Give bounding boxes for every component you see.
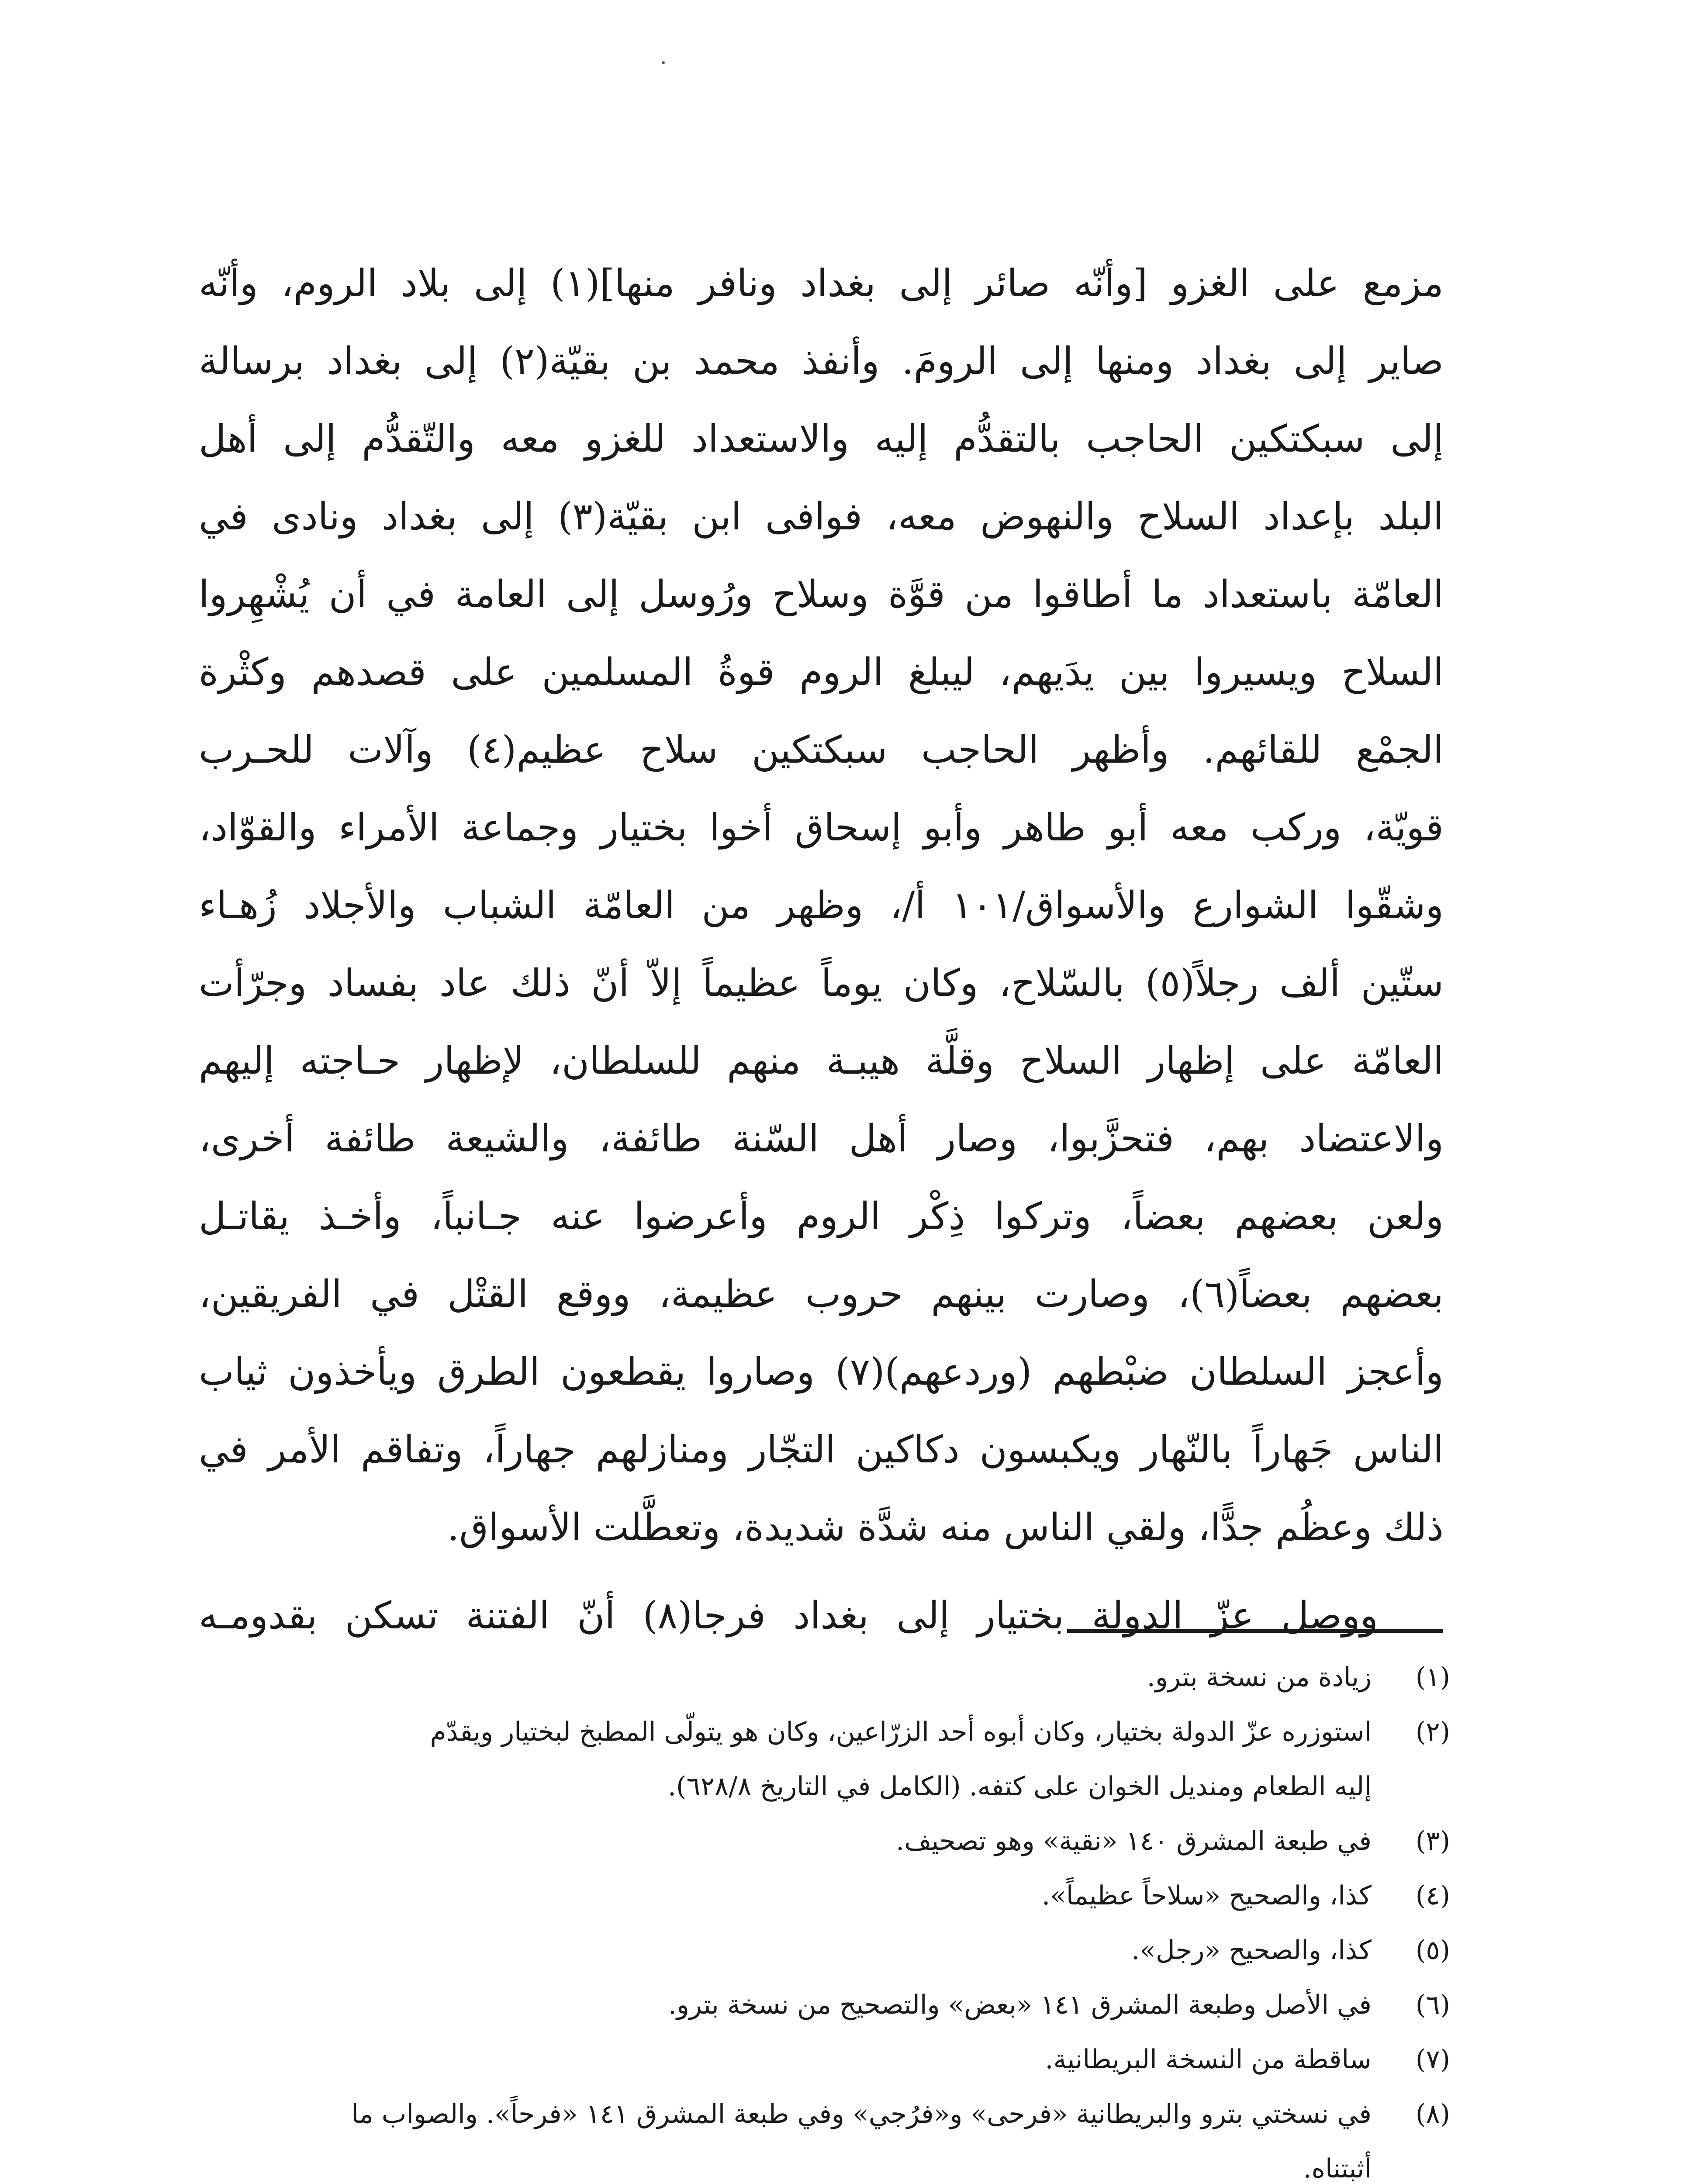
scan-speck [662, 61, 665, 64]
footnote-6 [183, 1978, 1450, 2032]
footnote-number: (٨) [1415, 2099, 1450, 2129]
body-line: ذلك وعظُم جدًّا، ولقي الناس منه شدَّة شديدة، وتعطَّلت الأسواق. [447, 1506, 1444, 1549]
footnote-line: في نسختي بترو والبريطانية «فرحى» و«فرُجي» وفي طبعة المشرق ١٤١ «فرحاً». والصواب ما [351, 2099, 1372, 2129]
footnote-line: إليه الطعام ومنديل الخوان على كتفه. (الكامل في التاريخ ٦٢٨/٨). [667, 1771, 1372, 1802]
body-line: الناس جَهاراً بالنّهار ويكبسون دكاكين التجّار ومنازلهم جهاراً، وتفاقم الأمر في [199, 1428, 1444, 1472]
footnote-text [183, 2032, 1372, 2087]
footnote-text [183, 1923, 1372, 1978]
main-text [199, 245, 1444, 1655]
footnote-text [183, 2087, 1372, 2184]
footnote-line: أثبتناه. [1303, 2153, 1372, 2184]
footnote-line: في طبعة المشرق ١٤٠ «نقية» وهو تصحيف. [896, 1826, 1372, 1856]
footnote-line: كذا، والصحيح «سلاحاً عظيماً». [1042, 1880, 1372, 1911]
footnotes [183, 1650, 1450, 2184]
body-line: العامّة على إظهار السلاح وقلَّة هيبـة منهم للسلطان، لإظهار حـاجته إليهم [199, 1039, 1444, 1083]
body-line: وشقّوا الشوارع والأسواق/١٠١ أ/، وظهر من العامّة الشباب والأجلاد زُهـاء [199, 884, 1444, 927]
footnote-number: (٦) [1415, 1990, 1450, 2020]
footnote-8 [183, 2087, 1450, 2184]
footnote-line: ساقطة من النسخة البريطانية. [1045, 2044, 1372, 2075]
paragraph-gap [199, 1566, 1444, 1577]
footnote-2 [183, 1705, 1450, 1814]
footnote-text [183, 1705, 1372, 1814]
footnote-text [183, 1978, 1372, 2032]
body-line: إلى سبكتكين الحاجب بالتقدُّم إليه والاستعداد للغزو معه والتّقدُّم إلى أهل [199, 417, 1444, 461]
footnote-text [183, 1814, 1372, 1869]
body-line: العامّة باستعداد ما أطاقوا من قوَّة وسلاح ورُوسل إلى العامة في أن يُشْهِروا [199, 573, 1444, 616]
body-line: السلاح ويسيروا بين يدَيهم، ليبلغ الروم قوةُ المسلمين على قصدهم وكثْرة [199, 650, 1444, 694]
footnote-number: (٥) [1415, 1935, 1450, 1966]
footnote-4 [183, 1869, 1450, 1923]
paragraph-start-line: ووصل عزّ الدولة بختيار إلى بغداد فرجا(٨) أنّ الفتنة تسكن بقدومـه [199, 1594, 1379, 1638]
body-line: ستّين ألف رجلاً(٥) بالسّلاح، وكان يوماً عظيماً إلاّ أنّ ذلك عاد بفساد وجرّأت [199, 961, 1444, 1005]
body-line: وأعجز السلطان ضبْطهم (وردعهم)(٧) وصاروا يقطعون الطرق ويأخذون ثياب [199, 1350, 1444, 1394]
footnote-separator [1067, 1629, 1443, 1633]
body-line: والاعتضاد بهم، فتحزَّبوا، وصار أهل السّنة طائفة، والشيعة طائفة أخرى، [199, 1117, 1444, 1161]
footnote-line: كذا، والصحيح «رجل». [1131, 1935, 1372, 1966]
footnote-line: في الأصل وطبعة المشرق ١٤١ «بعض» والتصحيح من نسخة بترو. [668, 1990, 1372, 2020]
body-line: مزمع على الغزو [وأنّه صائر إلى بغداد ونافر منها](١) إلى بلاد الروم، وأنّه [199, 262, 1444, 305]
footnote-line: زيادة من نسخة بترو. [1147, 1662, 1372, 1693]
footnote-number: (٣) [1415, 1826, 1450, 1856]
body-line: قويّة، وركب معه أبو طاهر وأبو إسحاق أخوا بختيار وجماعة الأمراء والقوّاد، [199, 806, 1444, 850]
footnote-number: (٧) [1415, 2044, 1450, 2075]
footnote-7 [183, 2032, 1450, 2087]
footnote-number: (١) [1415, 1662, 1450, 1693]
footnote-3 [183, 1814, 1450, 1869]
body-line: ولعن بعضهم بعضاً، وتركوا ذِكْر الروم وأعرضوا عنه جـانباً، وأخـذ يقاتـل [199, 1195, 1444, 1238]
body-line: بعضهم بعضاً(٦)، وصارت بينهم حروب عظيمة، ووقع القتْل في الفريقين، [199, 1272, 1444, 1316]
body-line: الجمْع للقائهم. وأظهر الحاجب سبكتكين سلاح عظيم(٤) وآلات للحـرب [199, 728, 1444, 772]
footnote-5 [183, 1923, 1450, 1978]
body-line: صاير إلى بغداد ومنها إلى الرومَ. وأنفذ محمد بن بقيّة(٢) إلى بغداد برسالة [199, 339, 1444, 383]
footnote-line: استوزره عزّ الدولة بختيار، وكان أبوه أحد الزرّاعين، وكان هو يتولّى المطبخ لبختيار ويقدّم [430, 1717, 1372, 1747]
footnote-text [183, 1869, 1372, 1923]
footnote-1 [183, 1650, 1450, 1705]
footnote-number: (٤) [1415, 1880, 1450, 1911]
footnote-text [183, 1650, 1372, 1705]
body-line: البلد بإعداد السلاح والنهوض معه، فوافى ابن بقيّة(٣) إلى بغداد ونادى في [199, 495, 1444, 539]
footnote-number: (٢) [1415, 1717, 1450, 1747]
